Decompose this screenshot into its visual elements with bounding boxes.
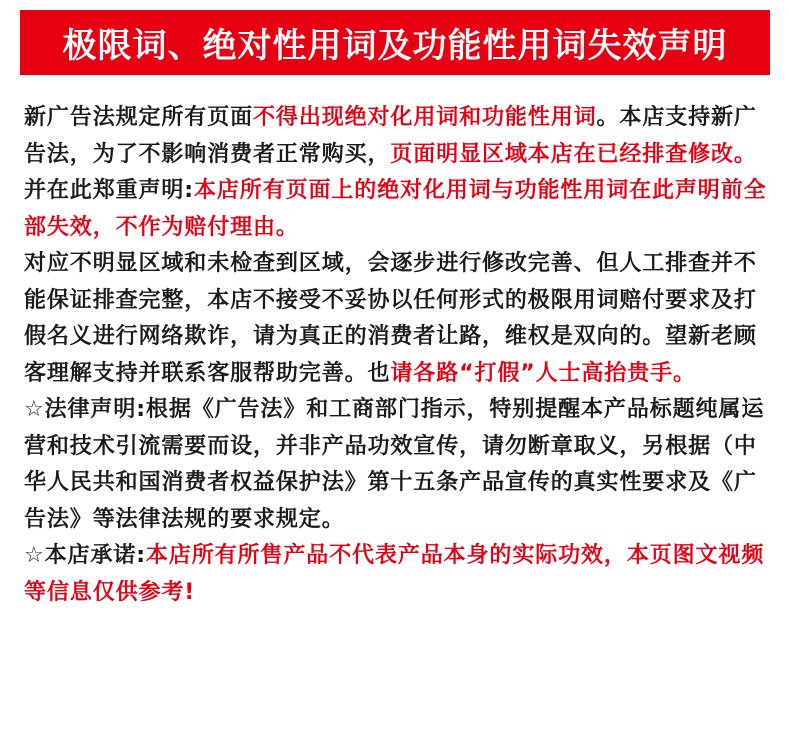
text-segment: 新广告法规定所有页面 — [24, 105, 254, 130]
paragraph-advertising-law — [24, 100, 770, 173]
title-banner — [20, 10, 770, 75]
text-segment: 。本店支持新广告法，为了不影响消费者正常购买， — [24, 105, 757, 167]
highlight-segment: 页面明显区域本店在已经排查修改。 — [390, 141, 757, 167]
statement-body — [24, 100, 770, 611]
highlight-segment: 不得出现绝对化用词和功能性用词 — [253, 105, 597, 130]
text-segment: ☆本店承诺: — [24, 543, 146, 568]
paragraph-legal-statement — [24, 392, 770, 538]
paragraph-remediation — [24, 246, 770, 392]
page-title: 极限词、绝对性用词及功能性用词失效声明 — [62, 26, 728, 66]
text-segment: ☆法律声明:根据《广告法》和工商部门指示，特别提醒本产品标题纯属运营和技术引流需要而设，并非产品功效宣传，请勿断章取义，另根据（中华人民共和国消费者权益保护法》第十五条产品宣传的真实性要求及《广告法》等法律法规的要求规定。 — [24, 397, 765, 532]
highlight-segment: 本店所有页面上的绝对化用词与功能性用词在此声明前全部失效，不作为赔付理由。 — [24, 178, 767, 240]
highlight-segment: 本店所有所售产品不代表产品本身的实际功效，本页图文视频等信息仅供参考! — [24, 543, 765, 605]
text-segment: 对应不明显区域和未检查到区域，会逐步进行修改完善、但人工排查并不能保证排查完整，本店不接受不妥协以任何形式的极限用词赔付要求及打假名义进行网络欺诈，请为真正的消费者让路，维权是双向的。望新老顾客理解支持并联系客服帮助完善。也 — [24, 251, 757, 386]
paragraph-store-promise — [24, 538, 770, 611]
highlight-segment: 请各路“打假”人士高抬贵手。 — [390, 360, 696, 386]
text-segment: 并在此郑重声明: — [24, 178, 194, 203]
paragraph-declaration — [24, 173, 770, 246]
